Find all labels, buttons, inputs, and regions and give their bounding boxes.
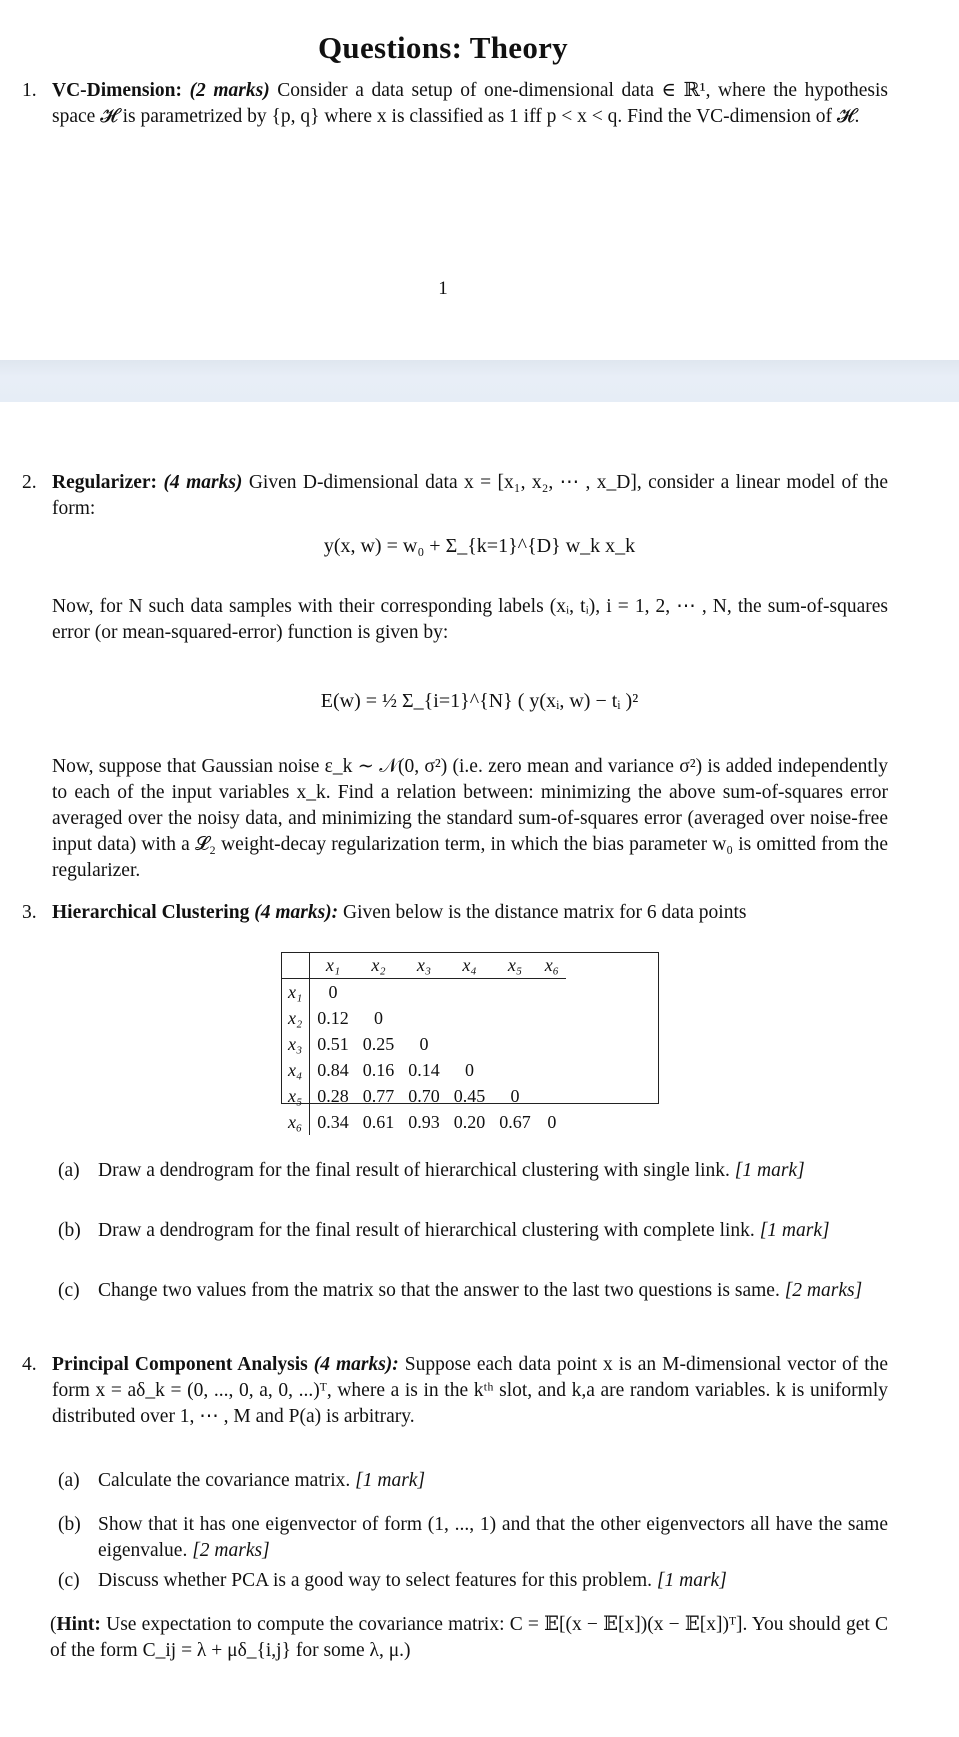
sub-question-label: (a)	[58, 1160, 80, 1181]
table-cell	[447, 1005, 493, 1031]
table-cell: 0.84	[317, 1059, 349, 1080]
question-text: Now, for N such data samples with their corresponding labels (xᵢ, tᵢ), i = 1, 2, ⋯ , N, the sum-of-squares error (or mean-squared-error) function is given by:	[52, 596, 888, 643]
sub-question-label: (b)	[58, 1220, 81, 1241]
sub-question-text: Show that it has one eigenvector of form (1, ..., 1) and that the other eigenvectors all have the same eigenvalue.	[98, 1514, 888, 1561]
question-heading: Regularizer:	[52, 472, 158, 493]
sub-question	[58, 1218, 888, 1244]
sub-question-marks: [1 mark]	[759, 1220, 830, 1241]
page-title: Questions: Theory	[318, 30, 568, 65]
table-cell: 0	[328, 981, 338, 1002]
sub-question	[58, 1468, 888, 1494]
question-number: 2.	[22, 472, 37, 493]
page-gap	[0, 360, 959, 402]
table-cell	[401, 979, 447, 1006]
sub-question-marks: [2 marks]	[192, 1540, 270, 1561]
table-cell: 0.45	[453, 1085, 486, 1106]
table-column-header: x₆	[538, 952, 566, 979]
table-column-header: x₅	[492, 952, 538, 979]
table-cell: 0.16	[362, 1059, 395, 1080]
table-cell: 0.28	[317, 1085, 349, 1106]
question-number: 3.	[22, 902, 37, 923]
question-4	[22, 1352, 888, 1430]
table-row	[281, 979, 566, 1006]
equation-error: E(w) = ½ Σ_{i=1}^{N} ( y(xᵢ, w) − tᵢ )²	[320, 690, 639, 712]
table-cell	[492, 1005, 538, 1031]
table-row	[281, 1109, 566, 1135]
sub-question-label: (c)	[58, 1280, 80, 1301]
table-cell: 0.25	[362, 1033, 395, 1054]
sub-question-text: Calculate the covariance matrix.	[98, 1470, 351, 1491]
sub-question-label: (b)	[58, 1514, 81, 1535]
question-heading: Principal Component Analysis	[52, 1354, 308, 1375]
table-cell	[356, 979, 402, 1006]
table-cell: 0	[465, 1059, 474, 1080]
sub-question-label: (a)	[58, 1470, 80, 1491]
question-1	[22, 78, 888, 130]
question-number: 4.	[22, 1354, 37, 1375]
table-cell: 0.51	[317, 1033, 349, 1054]
sub-question-label: (c)	[58, 1570, 80, 1591]
table-column-header: x₃	[401, 952, 447, 979]
table-row	[281, 1005, 566, 1031]
question-marks: (2 marks)	[189, 80, 270, 101]
table-cell: 0.93	[408, 1111, 440, 1132]
hint-text: Use expectation to compute the covariance matrix: C = 𝔼[(x − 𝔼[x])(x − 𝔼[x])ᵀ]. You should get C of the form C_ij = λ + μδ_{i,j} for some λ, μ.)	[50, 1614, 888, 1661]
question-marks: (4 marks)	[163, 472, 243, 493]
question-2-text-3	[22, 754, 888, 884]
sub-question-text: Draw a dendrogram for the final result of hierarchical clustering with complete link.	[98, 1220, 755, 1241]
page-number: 1	[438, 278, 448, 299]
table-row	[281, 1083, 566, 1109]
sub-question-text: Draw a dendrogram for the final result of hierarchical clustering with single link.	[98, 1160, 730, 1181]
table-row	[281, 1057, 566, 1083]
distance-matrix-table	[281, 952, 566, 1135]
table-cell	[492, 1057, 538, 1083]
table-row-header: x₆	[281, 1109, 310, 1135]
table-cell: 0.70	[408, 1085, 440, 1106]
sub-question	[58, 1158, 888, 1184]
table-cell: 0.34	[317, 1111, 349, 1132]
table-cell: 0.61	[362, 1111, 395, 1132]
table-cell: 0.20	[453, 1111, 486, 1132]
table-corner-cell	[281, 952, 310, 979]
sub-question-text: Change two values from the matrix so that the answer to the last two questions is same.	[98, 1280, 780, 1301]
sub-question	[58, 1278, 888, 1304]
table-row-header: x₄	[281, 1057, 310, 1083]
question-text: Now, suppose that Gaussian noise ε_k ∼ 𝒩(0, σ²) (i.e. zero mean and variance σ²) is added independently to each of the input variables x_k. Find a relation between: minimizing the above sum-of-squares error averaged over the noisy data, and minimizing the standard sum-of-squares error (averaged over noise-free input data) with a 𝓛₂ weight-decay regularization term, in which the bias parameter w₀ is omitted from the regularizer.	[52, 756, 888, 881]
question-text: Suppose each data point x is an M-dimensional vector of the form x = aδ_k = (0, ..., 0, a, 0, ...)ᵀ, where a is in the kᵗʰ slot, and k,a are random variables. k is uniformly distributed over 1, ⋯ , M and P(a) is arbitrary.	[52, 1354, 889, 1427]
sub-question	[58, 1512, 888, 1564]
table-cell	[401, 1005, 447, 1031]
sub-question-marks: [1 mark]	[656, 1570, 727, 1591]
table-cell: 0	[374, 1007, 383, 1028]
table-cell	[492, 1031, 538, 1057]
table-cell	[447, 979, 493, 1006]
table-row-header: x₅	[281, 1083, 310, 1109]
hint: (Hint: Use expectation to compute the covariance matrix: C = 𝔼[(x − 𝔼[x])(x − 𝔼[x])ᵀ]. You should get C of the form C_ij = λ + μδ_{i,j} for some λ, μ.)	[50, 1614, 888, 1661]
sub-question-text: Discuss whether PCA is a good way to select features for this problem.	[98, 1570, 653, 1591]
table-column-header: x₁	[310, 952, 356, 979]
sub-question	[58, 1568, 888, 1594]
table-cell: 0.77	[362, 1085, 395, 1106]
table-cell	[538, 1057, 566, 1083]
table-cell	[492, 979, 538, 1006]
table-row-header: x₃	[281, 1031, 310, 1057]
question-3	[22, 900, 888, 926]
table-column-header: x₄	[447, 952, 493, 979]
equation-linear-model: y(x, w) = w₀ + Σ_{k=1}^{D} w_k x_k	[323, 535, 636, 557]
question-heading: VC-Dimension:	[52, 80, 182, 101]
table-cell: 0.12	[317, 1007, 349, 1028]
table-cell	[538, 1031, 566, 1057]
table-row	[281, 1031, 566, 1057]
hint-label: Hint:	[56, 1614, 101, 1635]
table-cell	[447, 1031, 493, 1057]
table-row-header: x₁	[281, 979, 310, 1006]
table-row-header: x₂	[281, 1005, 310, 1031]
table-cell	[538, 1005, 566, 1031]
sub-question-marks: [1 mark]	[734, 1160, 805, 1181]
table-cell	[538, 1083, 566, 1109]
question-number: 1.	[22, 80, 37, 101]
table-cell: 0.14	[408, 1059, 440, 1080]
question-text: Consider a data setup of one-dimensional data ∈ ℝ¹, where the hypothesis space 𝓗 is parametrized by {p, q} where x is classified as 1 iff p < x < q. Find the VC-dimension of 𝓗.	[52, 80, 889, 127]
question-2	[22, 470, 888, 522]
table-cell	[538, 979, 566, 1006]
table-column-header: x₂	[356, 952, 402, 979]
question-marks: (4 marks):	[254, 902, 339, 923]
question-2-text-2	[22, 594, 888, 646]
table-cell: 0	[510, 1085, 520, 1106]
table-cell: 0	[547, 1111, 557, 1132]
table-cell: 0	[419, 1033, 429, 1054]
page-1	[0, 0, 959, 360]
sub-question-marks: [2 marks]	[784, 1280, 863, 1301]
question-heading: Hierarchical Clustering	[52, 902, 250, 923]
sub-question-marks: [1 mark]	[355, 1470, 426, 1491]
question-text: Given below is the distance matrix for 6 data points	[343, 902, 747, 923]
table-cell: 0.67	[499, 1111, 531, 1132]
question-text: Given D-dimensional data x = [x₁, x₂, ⋯ , x_D], consider a linear model of the form:	[52, 472, 888, 519]
question-marks: (4 marks):	[313, 1354, 399, 1375]
